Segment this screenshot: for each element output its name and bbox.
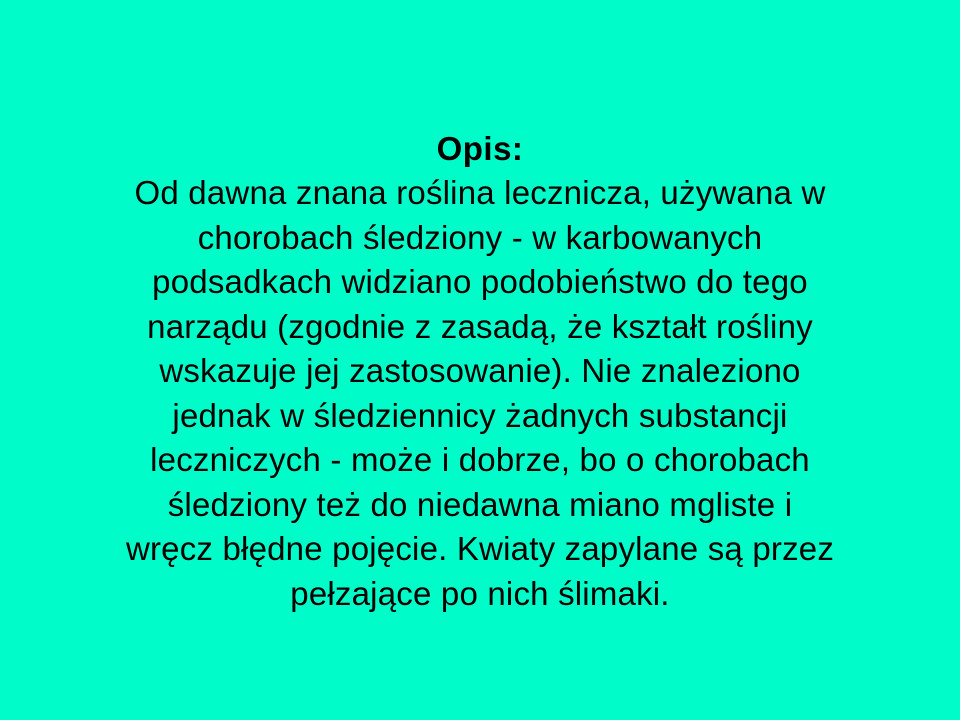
body-line: jednak w śledziennicy żadnych substancji — [172, 396, 788, 434]
slide-text-block — [30, 126, 930, 616]
body-line: wskazuje jej zastosowanie). Nie znaleziono — [159, 352, 801, 389]
body-line: chorobach śledziony - w karbowanych — [197, 218, 763, 256]
body-line: śledziony też do niedawna miano mgliste i — [167, 485, 793, 523]
body-line: wręcz błędne pojęcie. Kwiaty zapylane są przez — [125, 530, 835, 567]
body-line: Od dawna znana roślina lecznicza, używana w — [134, 174, 826, 211]
body-line: podsadkach widziano podobieństwo do tego — [152, 263, 808, 300]
body-line: pełzające po nich ślimaki. — [290, 574, 670, 612]
body-line: leczniczych - może i dobrze, bo o chorobach — [150, 441, 810, 478]
page-title: Opis: — [436, 130, 524, 167]
body-line: narządu (zgodnie z zasadą, że kształt rośliny — [147, 307, 813, 345]
